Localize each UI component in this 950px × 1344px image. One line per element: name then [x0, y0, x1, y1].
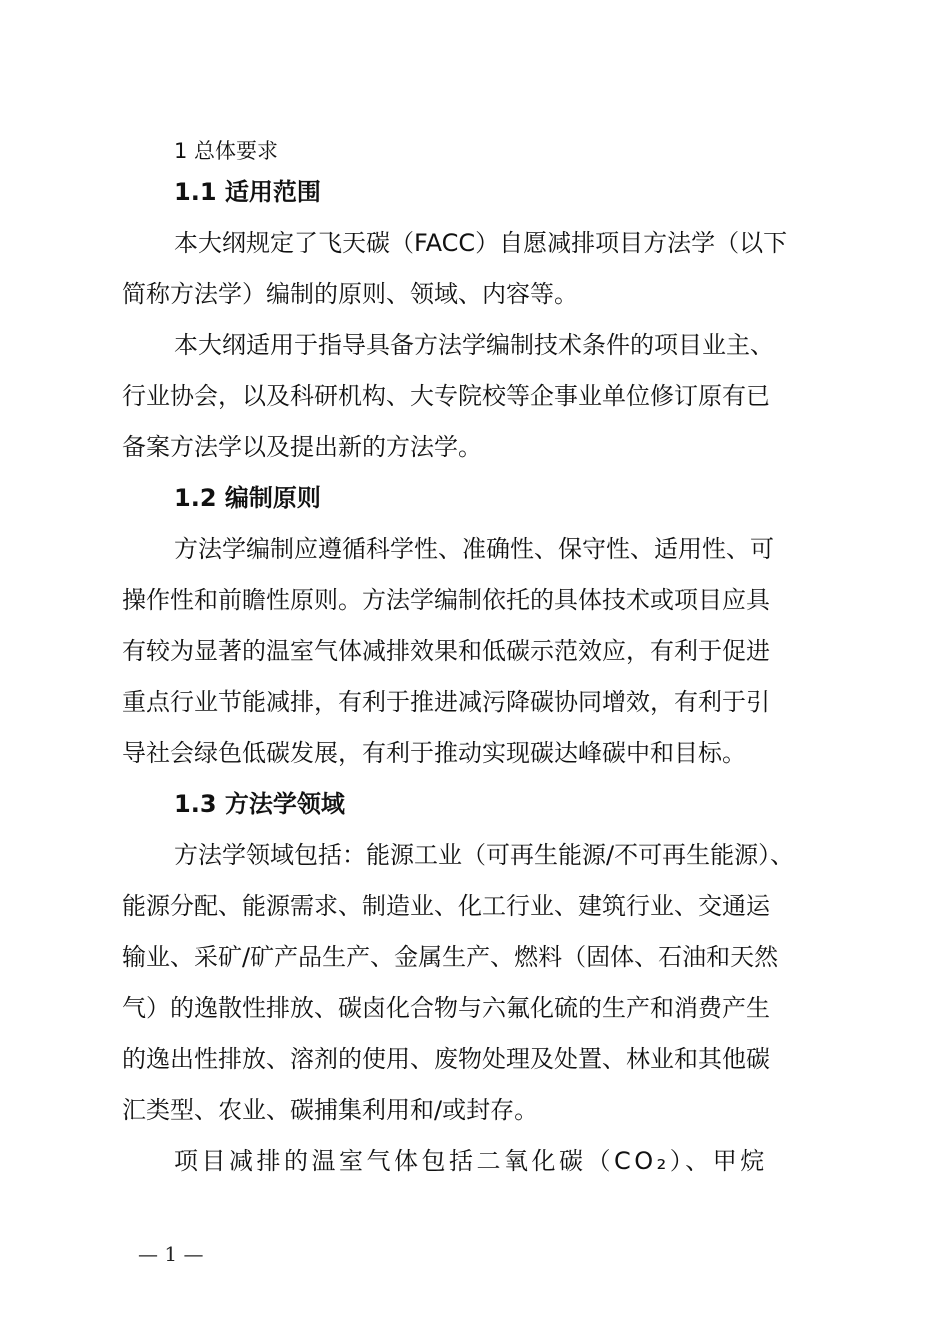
paragraph-line: 汇类型、农业、碳捕集利用和/或封存。 [122, 1096, 539, 1124]
paragraph-line: 气）的逸散性排放、碳卤化合物与六氟化硫的生产和消费产生 [122, 994, 770, 1022]
paragraph-line: 本大纲适用于指导具备方法学编制技术条件的项目业主、 [174, 331, 774, 359]
subsection-heading-1-1: 1.1 适用范围 [174, 178, 321, 206]
paragraph-line: 的逸出性排放、溶剂的使用、废物处理及处置、林业和其他碳 [122, 1045, 770, 1073]
paragraph-line: 导社会绿色低碳发展，有利于推动实现碳达峰碳中和目标。 [122, 739, 746, 767]
subsection-heading-1-2: 1.2 编制原则 [174, 484, 321, 512]
paragraph-line: 方法学领域包括：能源工业（可再生能源/不可再生能源）、 [174, 841, 795, 869]
paragraph-line: 输业、采矿/矿产品生产、金属生产、燃料（固体、石油和天然 [122, 943, 779, 971]
paragraph-line: 项目减排的温室气体包括二氧化碳（CO₂）、甲烷 [174, 1147, 768, 1175]
paragraph-line: 重点行业节能减排，有利于推进减污降碳协同增效，有利于引 [122, 688, 770, 716]
paragraph-line: 简称方法学）编制的原则、领域、内容等。 [122, 280, 578, 308]
paragraph-line: 有较为显著的温室气体减排效果和低碳示范效应，有利于促进 [122, 637, 770, 665]
paragraph-line: 本大纲规定了飞天碳（FACC）自愿减排项目方法学（以下 [174, 229, 788, 257]
page-number: — 1 — [138, 1242, 204, 1266]
paragraph-line: 备案方法学以及提出新的方法学。 [122, 433, 482, 461]
paragraph-line: 操作性和前瞻性原则。方法学编制依托的具体技术或项目应具 [122, 586, 770, 614]
paragraph-line: 能源分配、能源需求、制造业、化工行业、建筑行业、交通运 [122, 892, 770, 920]
subsection-heading-1-3: 1.3 方法学领域 [174, 790, 345, 818]
section-title: 1 总体要求 [174, 139, 279, 163]
paragraph-line: 方法学编制应遵循科学性、准确性、保守性、适用性、可 [174, 535, 774, 563]
paragraph-line: 行业协会，以及科研机构、大专院校等企事业单位修订原有已 [122, 382, 770, 410]
